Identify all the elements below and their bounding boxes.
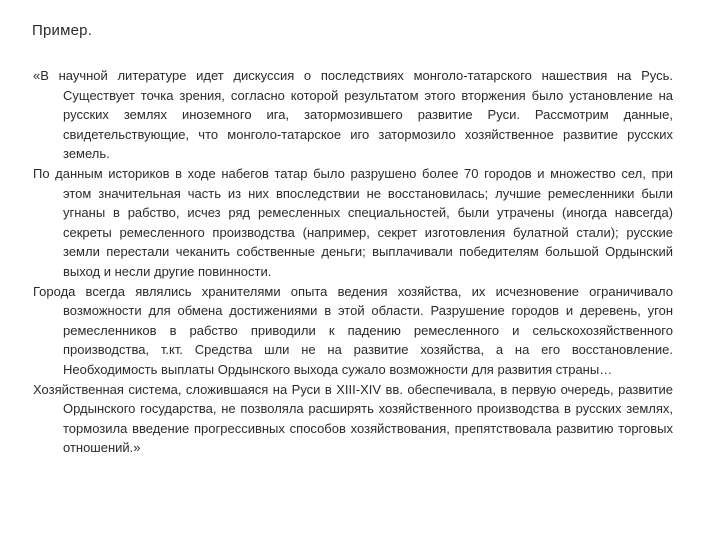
slide-body: [33, 66, 673, 458]
paragraph-2: По данным историков в ходе набегов татар было разрушено более 70 городов и множество сел, при этом значительная часть из них впоследствии не восстановилась; лучшие ремесленники были угнаны в рабство, исчез ряд ремесленных специальностей, были утрачены (иногда навсегда) секреты ремесленного производства (например, секрет изготовления булатной стали); русские земли перестали чеканить собственные деньги; выплачивали победителям большой Ордынский выход и несли другие повинности.: [33, 165, 673, 279]
paragraph-3: Города всегда являлись хранителями опыта ведения хозяйства, их исчезновение ограничивало возможности для обмена достижениями в этой области. Разрушение городов и деревень, угон ремесленников в рабство приводили к падению ремесленного и сельскохозяйственного производства, т.кт. Средства шли не на развитие хозяйства, а на его восстановление. Необходимость выплаты Ордынского выхода сужало возможности для развития страны…: [33, 283, 673, 377]
paragraph-4: Хозяйственная система, сложившаяся на Руси в XIII-XIV вв. обеспечивала, в первую очередь, развитие Ордынского государства, не позволяла расширять хозяйственного производства в русских землях, тормозила введение прогрессивных способов хозяйствования, препятствовала развитию торговых отношений.»: [33, 381, 673, 456]
paragraph-1: «В научной литературе идет дискуссия о последствиях монголо-татарского нашествия на Русь. Существует точка зрения, согласно которой результатом этого вторжения было установление на русских землях иноземного ига, затормозившего развитие Руси. Рассмотрим данные, свидетельствующие, что монголо-татарское иго затормозило хозяйственное развитие русских земель.: [33, 68, 673, 162]
slide-title: Пример.: [32, 22, 93, 39]
